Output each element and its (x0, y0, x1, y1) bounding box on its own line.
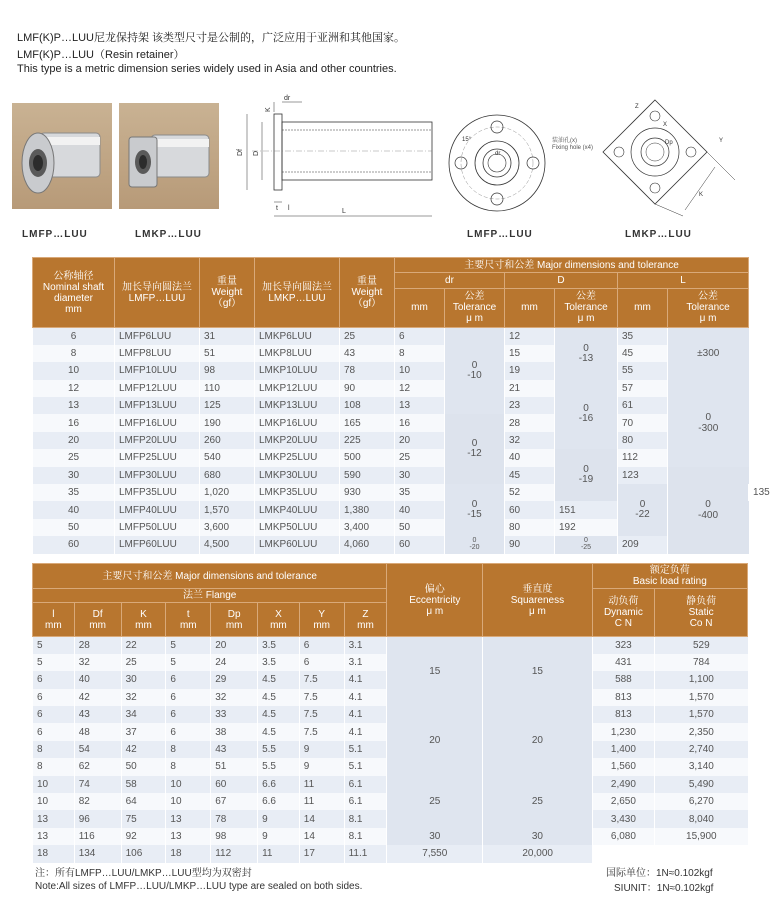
label-l-big: L (342, 208, 346, 215)
table-row: 10 82 64 10 67 6.6 11 6.1 2,650 6,270 (33, 793, 748, 810)
caption-draw-lmfp: LMFP…LUU (467, 229, 533, 240)
table-row: 13 96 75 13 78 9 14 8.1 3,430 8,040 (33, 810, 748, 827)
table-row: 30 LMFP30LUU 680 LMKP30LUU 590 30 45 123 0 -400 (33, 467, 749, 484)
label-dr-round: dr (495, 151, 501, 157)
note-cn: 注：所有LMFP…LUU/LMKP…LUU型均为双密封 (35, 868, 252, 879)
th-D-mm: mm (505, 288, 555, 327)
th-lmfp: 加长导向圆法兰 LMFP…LUU (115, 258, 200, 328)
table-row: 6 48 37 6 38 4.5 7.5 4.1 1,230 2,350 (33, 723, 748, 740)
th-major-2: 主要尺寸和公差 Major dimensions and tolerance (33, 564, 387, 589)
caption-photo-lmkp: LMKP…LUU (135, 229, 202, 240)
table-row: 12 LMFP12LUU 110 LMKP12LUU 90 12 21 0 -16 57 0 -300 (33, 380, 749, 397)
table-row: 6 LMFP6LUU 31 LMKP6LUU 25 6 0 -10 12 0 -13 35 ±300 (33, 328, 749, 345)
fixing-hole-note: 装油孔(x) Fixing hole (x4) (552, 138, 594, 151)
table-row: 8 54 42 8 43 5.5 9 5.1 1,400 2,740 (33, 741, 748, 758)
th-eccentricity: 偏心 Eccentricity μ m (387, 564, 483, 637)
th-k: K mm (121, 603, 166, 637)
table-row: 40 LMFP40LUU 1,570 LMKP40LUU 1,380 40 60 151 (33, 501, 749, 518)
unit-note-cn: 国际单位：1N≈0.102kgf (606, 868, 713, 879)
table-row: 5 32 25 5 24 3.5 6 3.1 431 784 (33, 654, 748, 671)
th-nominal: 公称轴径 Nominal shaft diameter mm (33, 258, 115, 328)
table-row: 8 LMFP8LUU 51 LMKP8LUU 43 8 15 45 (33, 345, 749, 362)
header-line-en: This type is a metric dimension series widely used in Asia and other countries. (17, 63, 397, 75)
side-view-drawing (232, 92, 432, 230)
th-D: D (505, 273, 618, 288)
square-flange-drawing (595, 92, 745, 220)
th-x: X mm (258, 603, 300, 637)
table-row: 18 134 106 18 112 11 17 11.1 7,550 20,000 (33, 845, 748, 862)
th-weight-lmfp: 重量 Weight （gf） (200, 258, 255, 328)
table-row: 6 43 34 6 33 4.5 7.5 4.1 20 20 813 1,570 (33, 706, 748, 723)
th-L: L (618, 273, 749, 288)
th-L-tol: 公差 Tolerance μ m (668, 288, 749, 327)
table-row: 50 LMFP50LUU 3,600 LMKP50LUU 3,400 50 80 192 (33, 519, 749, 536)
th-lmkp: 加长导向圆法兰 LMKP…LUU (255, 258, 340, 328)
table-row: 6 40 30 6 29 4.5 7.5 4.1 588 1,100 (33, 671, 748, 688)
th-df: Df mm (74, 603, 121, 637)
table-row: 6 42 32 6 32 4.5 7.5 4.1 813 1,570 (33, 689, 748, 706)
header-line-model: LMF(K)P…LUU（Resin retainer） (17, 49, 185, 61)
label-l-small: l (288, 205, 290, 212)
table-row: 5 28 22 5 20 3.5 6 3.1 15 15 323 529 (33, 637, 748, 654)
table-row: 35 LMFP35LUU 1,020 LMKP35LUU 930 35 0 -15 52 0 -22 135 (33, 484, 749, 501)
label-k-square: K (699, 192, 704, 198)
th-t: t mm (166, 603, 211, 637)
th-z: Z mm (344, 603, 387, 637)
th-dp: Dp mm (211, 603, 258, 637)
th-y: Y mm (299, 603, 344, 637)
th-dr: dr (395, 273, 505, 288)
label-z: Z (635, 104, 639, 110)
label-dp: Dp (665, 140, 673, 146)
table-row: 60 LMFP60LUU 4,500 LMKP60LUU 4,060 60 0 -20 90 0 -25 209 (33, 536, 749, 553)
caption-photo-lmfp: LMFP…LUU (22, 229, 88, 240)
label-y: Y (719, 138, 724, 144)
table-row: 25 LMFP25LUU 540 LMKP25LUU 500 25 40 0 -19 112 (33, 449, 749, 466)
flange-load-table (32, 563, 748, 863)
th-load: 额定负荷 Basic load rating (592, 564, 747, 589)
th-dynamic: 动负荷 Dynamic C N (592, 589, 655, 637)
label-df: Df (237, 149, 244, 156)
th-weight-lmkp: 重量 Weight （gf） (340, 258, 395, 328)
dimension-table (32, 257, 770, 554)
table-row: 10 74 58 10 60 6.6 11 6.1 25 25 2,490 5,490 (33, 776, 748, 793)
header-line-cn: LMF(K)P…LUU尼龙保持架 该类型尺寸是公制的，广泛应用于亚洲和其他国家。 (17, 32, 406, 44)
label-x: X (663, 122, 668, 128)
photo-lmkp (119, 103, 219, 209)
table-row: 16 LMFP16LUU 190 LMKP16LUU 165 16 0 -12 28 70 (33, 414, 749, 431)
th-major: 主要尺寸和公差 Major dimensions and tolerance (395, 258, 749, 273)
label-angle: 15° (462, 137, 472, 143)
th-D-tol: 公差 Tolerance μ m (555, 288, 618, 327)
th-l: l mm (33, 603, 75, 637)
table-row: 20 LMFP20LUU 260 LMKP20LUU 225 20 32 80 (33, 432, 749, 449)
th-static: 静负荷 Static Co N (655, 589, 748, 637)
round-flange-drawing (440, 105, 555, 225)
table-row: 8 62 50 8 51 5.5 9 5.1 1,560 3,140 (33, 758, 748, 775)
unit-note-en: SIUNIT：1N≈0.102kgf (614, 883, 714, 894)
th-dr-tol: 公差 Tolerance μ m (445, 288, 505, 327)
label-dr: dr (284, 95, 291, 102)
label-t: t (276, 205, 278, 212)
th-L-mm: mm (618, 288, 668, 327)
label-k: K (265, 107, 272, 112)
photo-lmfp (12, 103, 112, 209)
table-row: 13 116 92 13 98 9 14 8.1 30 30 6,080 15,900 (33, 828, 748, 845)
label-d: D (253, 150, 260, 156)
table-row: 13 LMFP13LUU 125 LMKP13LUU 108 13 23 61 (33, 397, 749, 414)
note-en: Note:All sizes of LMFP…LUU/LMKP…LUU type are sealed on both sides. (35, 881, 363, 892)
table-row: 10 LMFP10LUU 98 LMKP10LUU 78 10 19 55 (33, 362, 749, 379)
th-dr-mm: mm (395, 288, 445, 327)
caption-draw-lmkp: LMKP…LUU (625, 229, 692, 240)
th-flange: 法兰 Flange (33, 589, 387, 603)
th-squareness: 垂直度 Squareness μ m (483, 564, 592, 637)
